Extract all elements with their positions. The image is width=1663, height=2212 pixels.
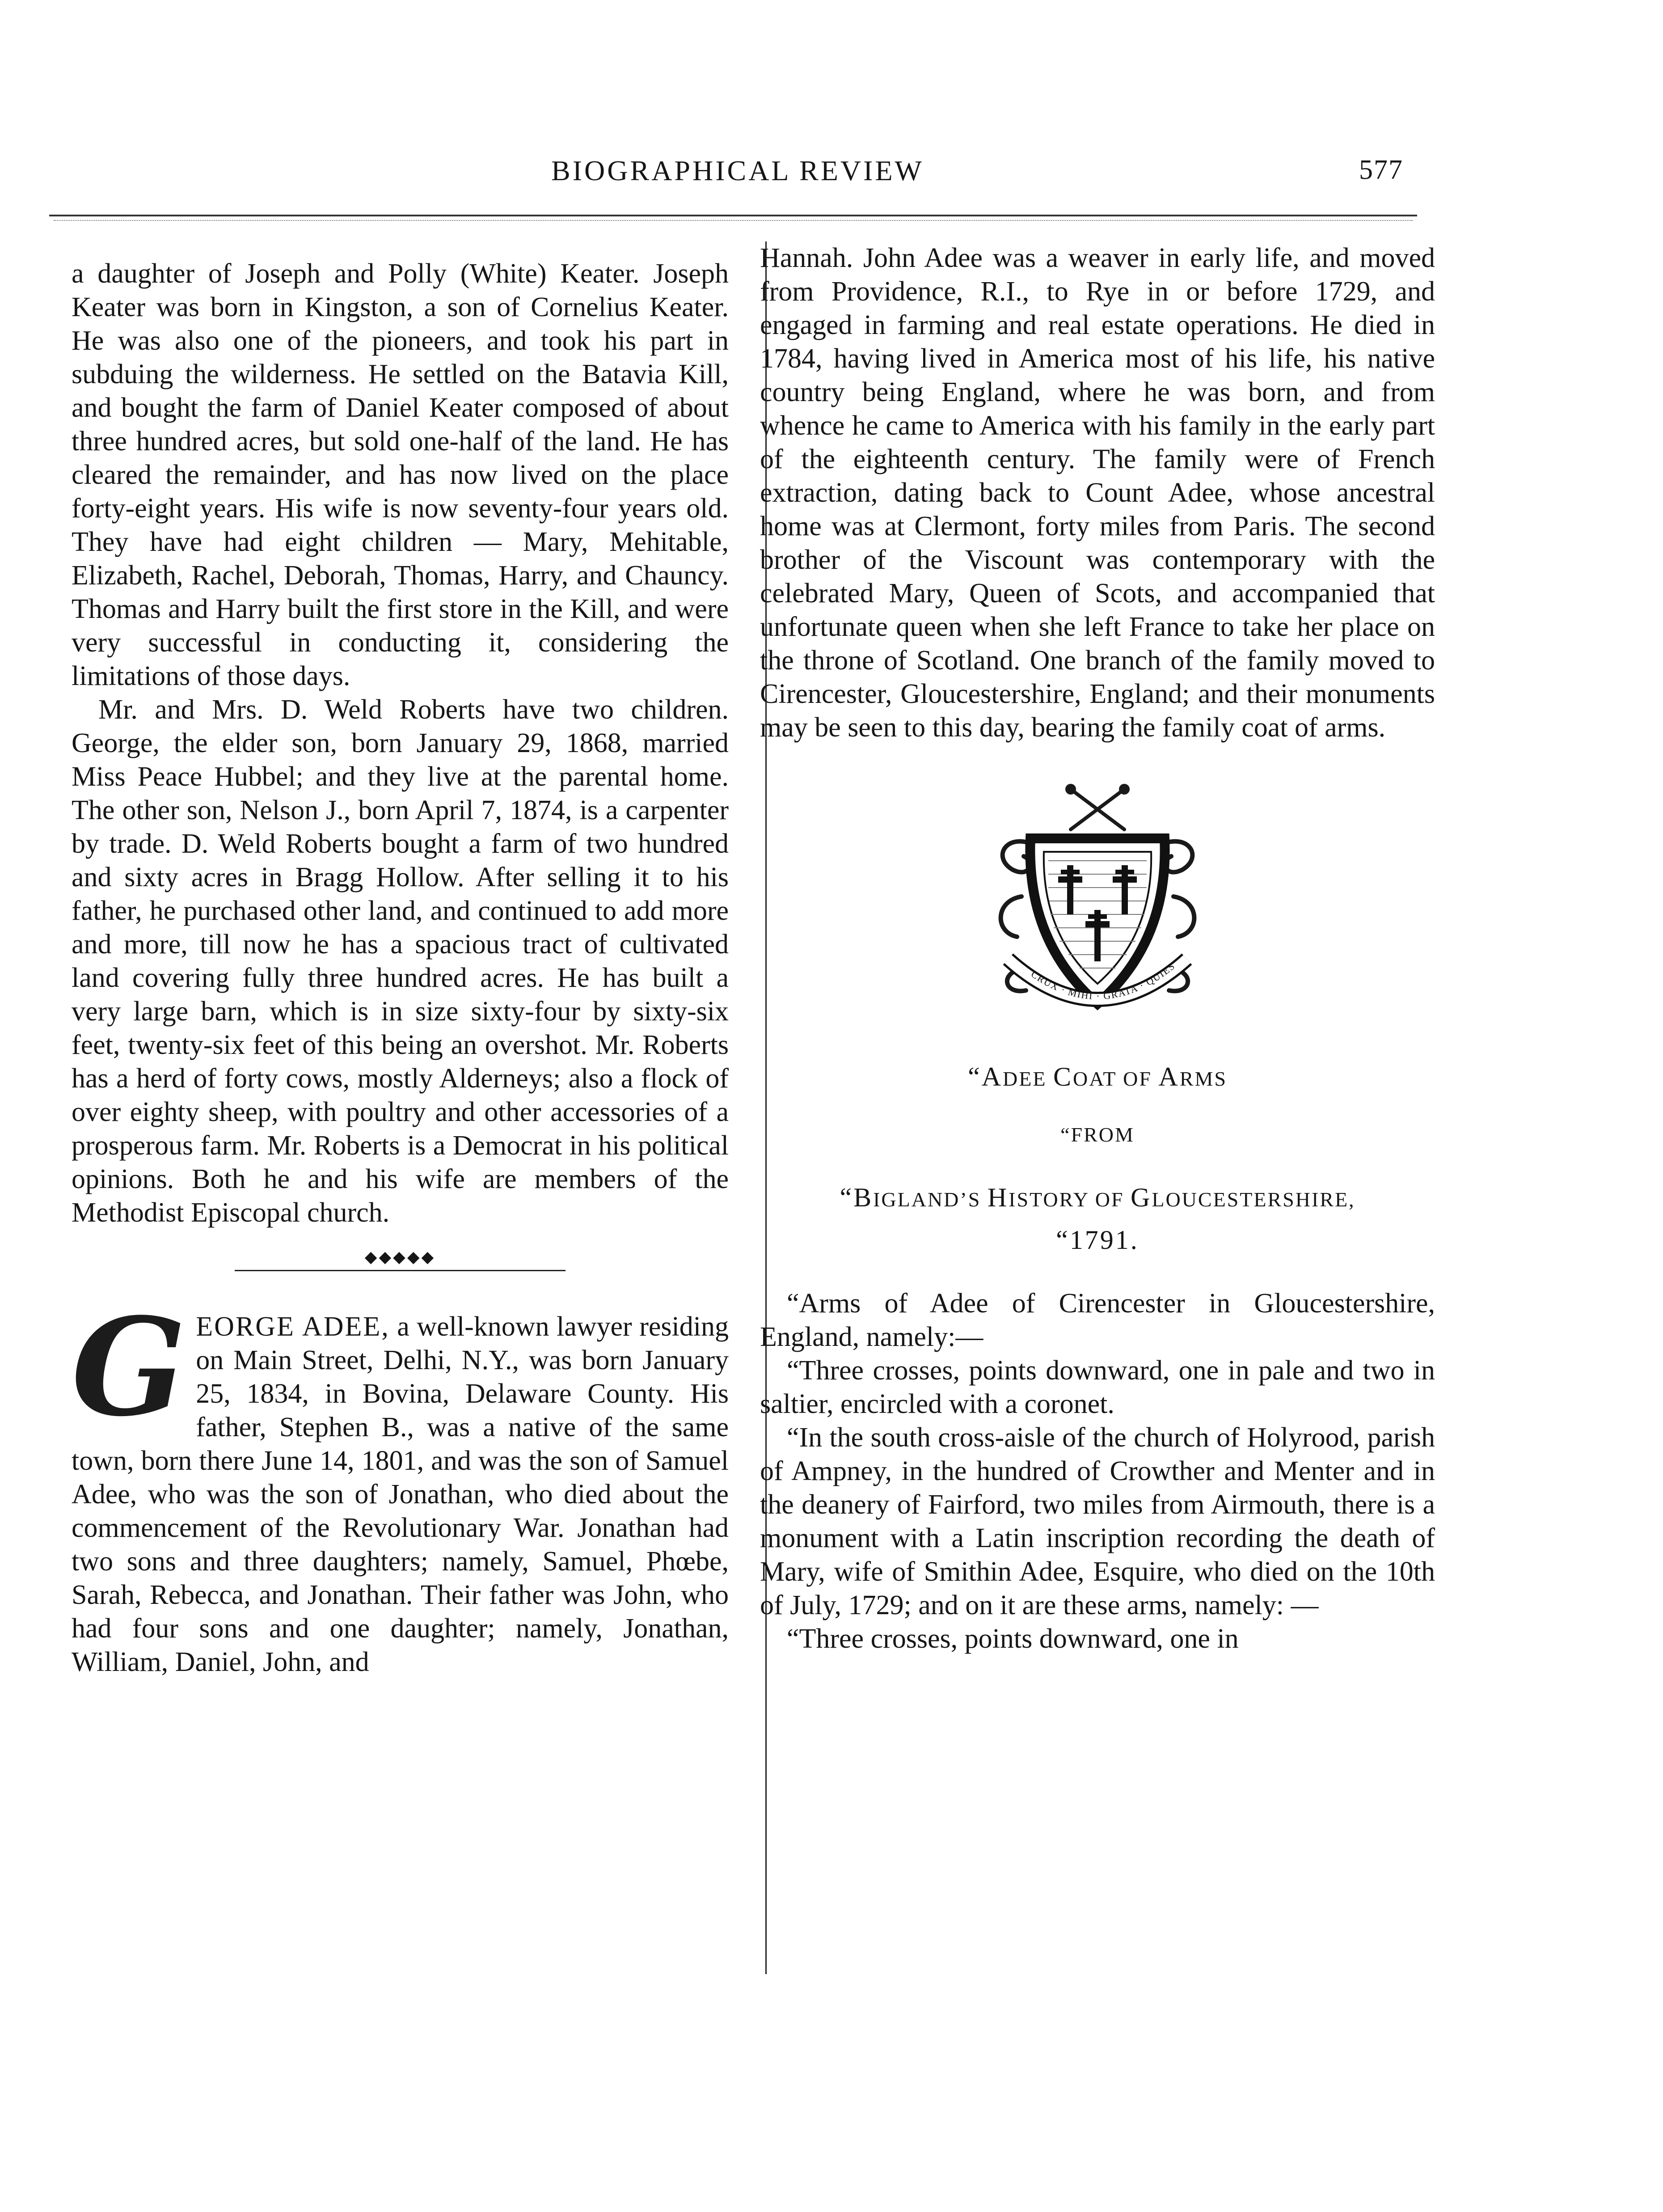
lead-name: EORGE ADEE, [196,1311,390,1342]
arms-caption-year: “1791. [1056,1225,1139,1255]
page-number: 577 [1359,155,1403,185]
coat-of-arms [760,780,1435,1039]
paragraph-hannah: Hannah. John Adee was a weaver in early life, and moved from Providence, R.I., to Rye in or before 1729, and engaged in farming and real estate operations. He died in 1784, having lived in America most of his life, his native country being England, where he was born, and from whence he came to America with his family in the early part of the eighteenth century. The family were of French extraction, dating back to Count Adee, whose ancestral home was at Clermont, forty miles from Paris. The second brother of the Viscount was contemporary with the celebrated Mary, Queen of Scots, and accompanied that unfortunate queen when she left France to take her place on the throne of Scotland. One branch of the family moved to Cirencester, Gloucestershire, England; and their monuments may be seen to this day, bearing the family coat of arms. [760,243,1435,743]
header-rule-dotted [54,220,1413,221]
paragraph-george-adee-text: a well-known lawyer residing on Main Street, Delhi, N.Y., was born January 25, 1834, in Bovina, Delaware County. His father, Stephen B., was a native of the same town, born there June 14, 1801, and was the son of Samuel Adee, who was the son of Jonathan, who died about the commencement of the Revolutionary War. Jonathan had two sons and three daughters; namely, Samuel, Phœbe, Sarah, Rebecca, and Jonathan. Their father was John, who had four sons and one daughter; namely, Jonathan, William, Daniel, John, and [72,1311,729,1677]
right-column [760,241,1435,1656]
quote-three-crosses-continued: “Three crosses, points downward, one in [787,1624,1239,1654]
paragraph-keater: a daughter of Joseph and Polly (White) Keater. Joseph Keater was born in Kingston, a son of Cornelius Keater. He was also one of the pioneers, and took his part in subduing the wilderness. He settled on the Batavia Kill, and bought the farm of Daniel Keater composed of about three hundred acres, but sold one-half of the land. He has cleared the remainder, and has now lived on the place forty-eight years. His wife is now seventy-four years old. They have had eight children — Mary, Mehitable, Elizabeth, Rachel, Deborah, Thomas, Harry, and Chauncy. Thomas and Harry built the first store in the Kill, and were very successful in conducting it, considering the limitations of those days. [72,258,729,691]
quote-arms-of-adee: “Arms of Adee of Cirencester in Gloucestershire, England, namely:— [760,1288,1435,1352]
arms-quotation [760,1287,1435,1656]
header-rule [49,215,1417,216]
running-head: BIOGRAPHICAL REVIEW [551,155,924,186]
arms-caption-title: “ADEE COAT OF ARMS [968,1062,1227,1091]
drop-cap-initial: G [72,1288,186,1446]
arms-caption-source: “BIGLAND’S HISTORY OF GLOUCESTERSHIRE, [840,1183,1355,1212]
arms-motto: CRUX · MIHI · GRATA · QUIES [1029,960,1178,1002]
section-ornament: ◆◆◆◆◆ [72,1252,729,1286]
left-column [72,257,729,1679]
quote-holyrood-monument: “In the south cross-aisle of the church of Holyrood, parish of Ampney, in the hundred of Crowther and Menter and in the deanery of Fairford, two miles from Airmouth, there is a monument with a Latin inscription recording the death of Mary, wife of Smithin Adee, Esquire, who died on the 10th of July, 1729; and on it are these arms, namely: — [760,1422,1435,1620]
coat-of-arms-icon [981,780,1214,1031]
arms-caption-from: “FROM [1060,1123,1135,1146]
paragraph-roberts: Mr. and Mrs. D. Weld Roberts have two children. George, the elder son, born January 29, 1868, married Miss Peace Hubbel; and they live at the parental home. The other son, Nelson J., born April 7, 1874, is a carpenter by trade. D. Weld Roberts bought a farm of two hundred and sixty acres in Bragg Hollow. After selling it to his father, he purchased other land, and continued to add more and more, till now he has a spacious tract of cultivated land covering fully three hundred acres. He has built a very large barn, which is in size sixty-four by sixty-six feet, twenty-six feet of this being an overshot. Mr. Roberts has a herd of forty cows, mostly Alderneys; also a flock of over eighty sheep, with poultry and other accessories of a prosperous farm. Mr. Roberts is a Democrat in his political opinions. Both he and his wife are members of the Methodist Episcopal church. [72,694,729,1228]
quote-three-crosses: “Three crosses, points downward, one in pale and two in saltier, encircled with a coronet. [760,1355,1435,1419]
paragraph-george-adee [72,1288,729,1679]
